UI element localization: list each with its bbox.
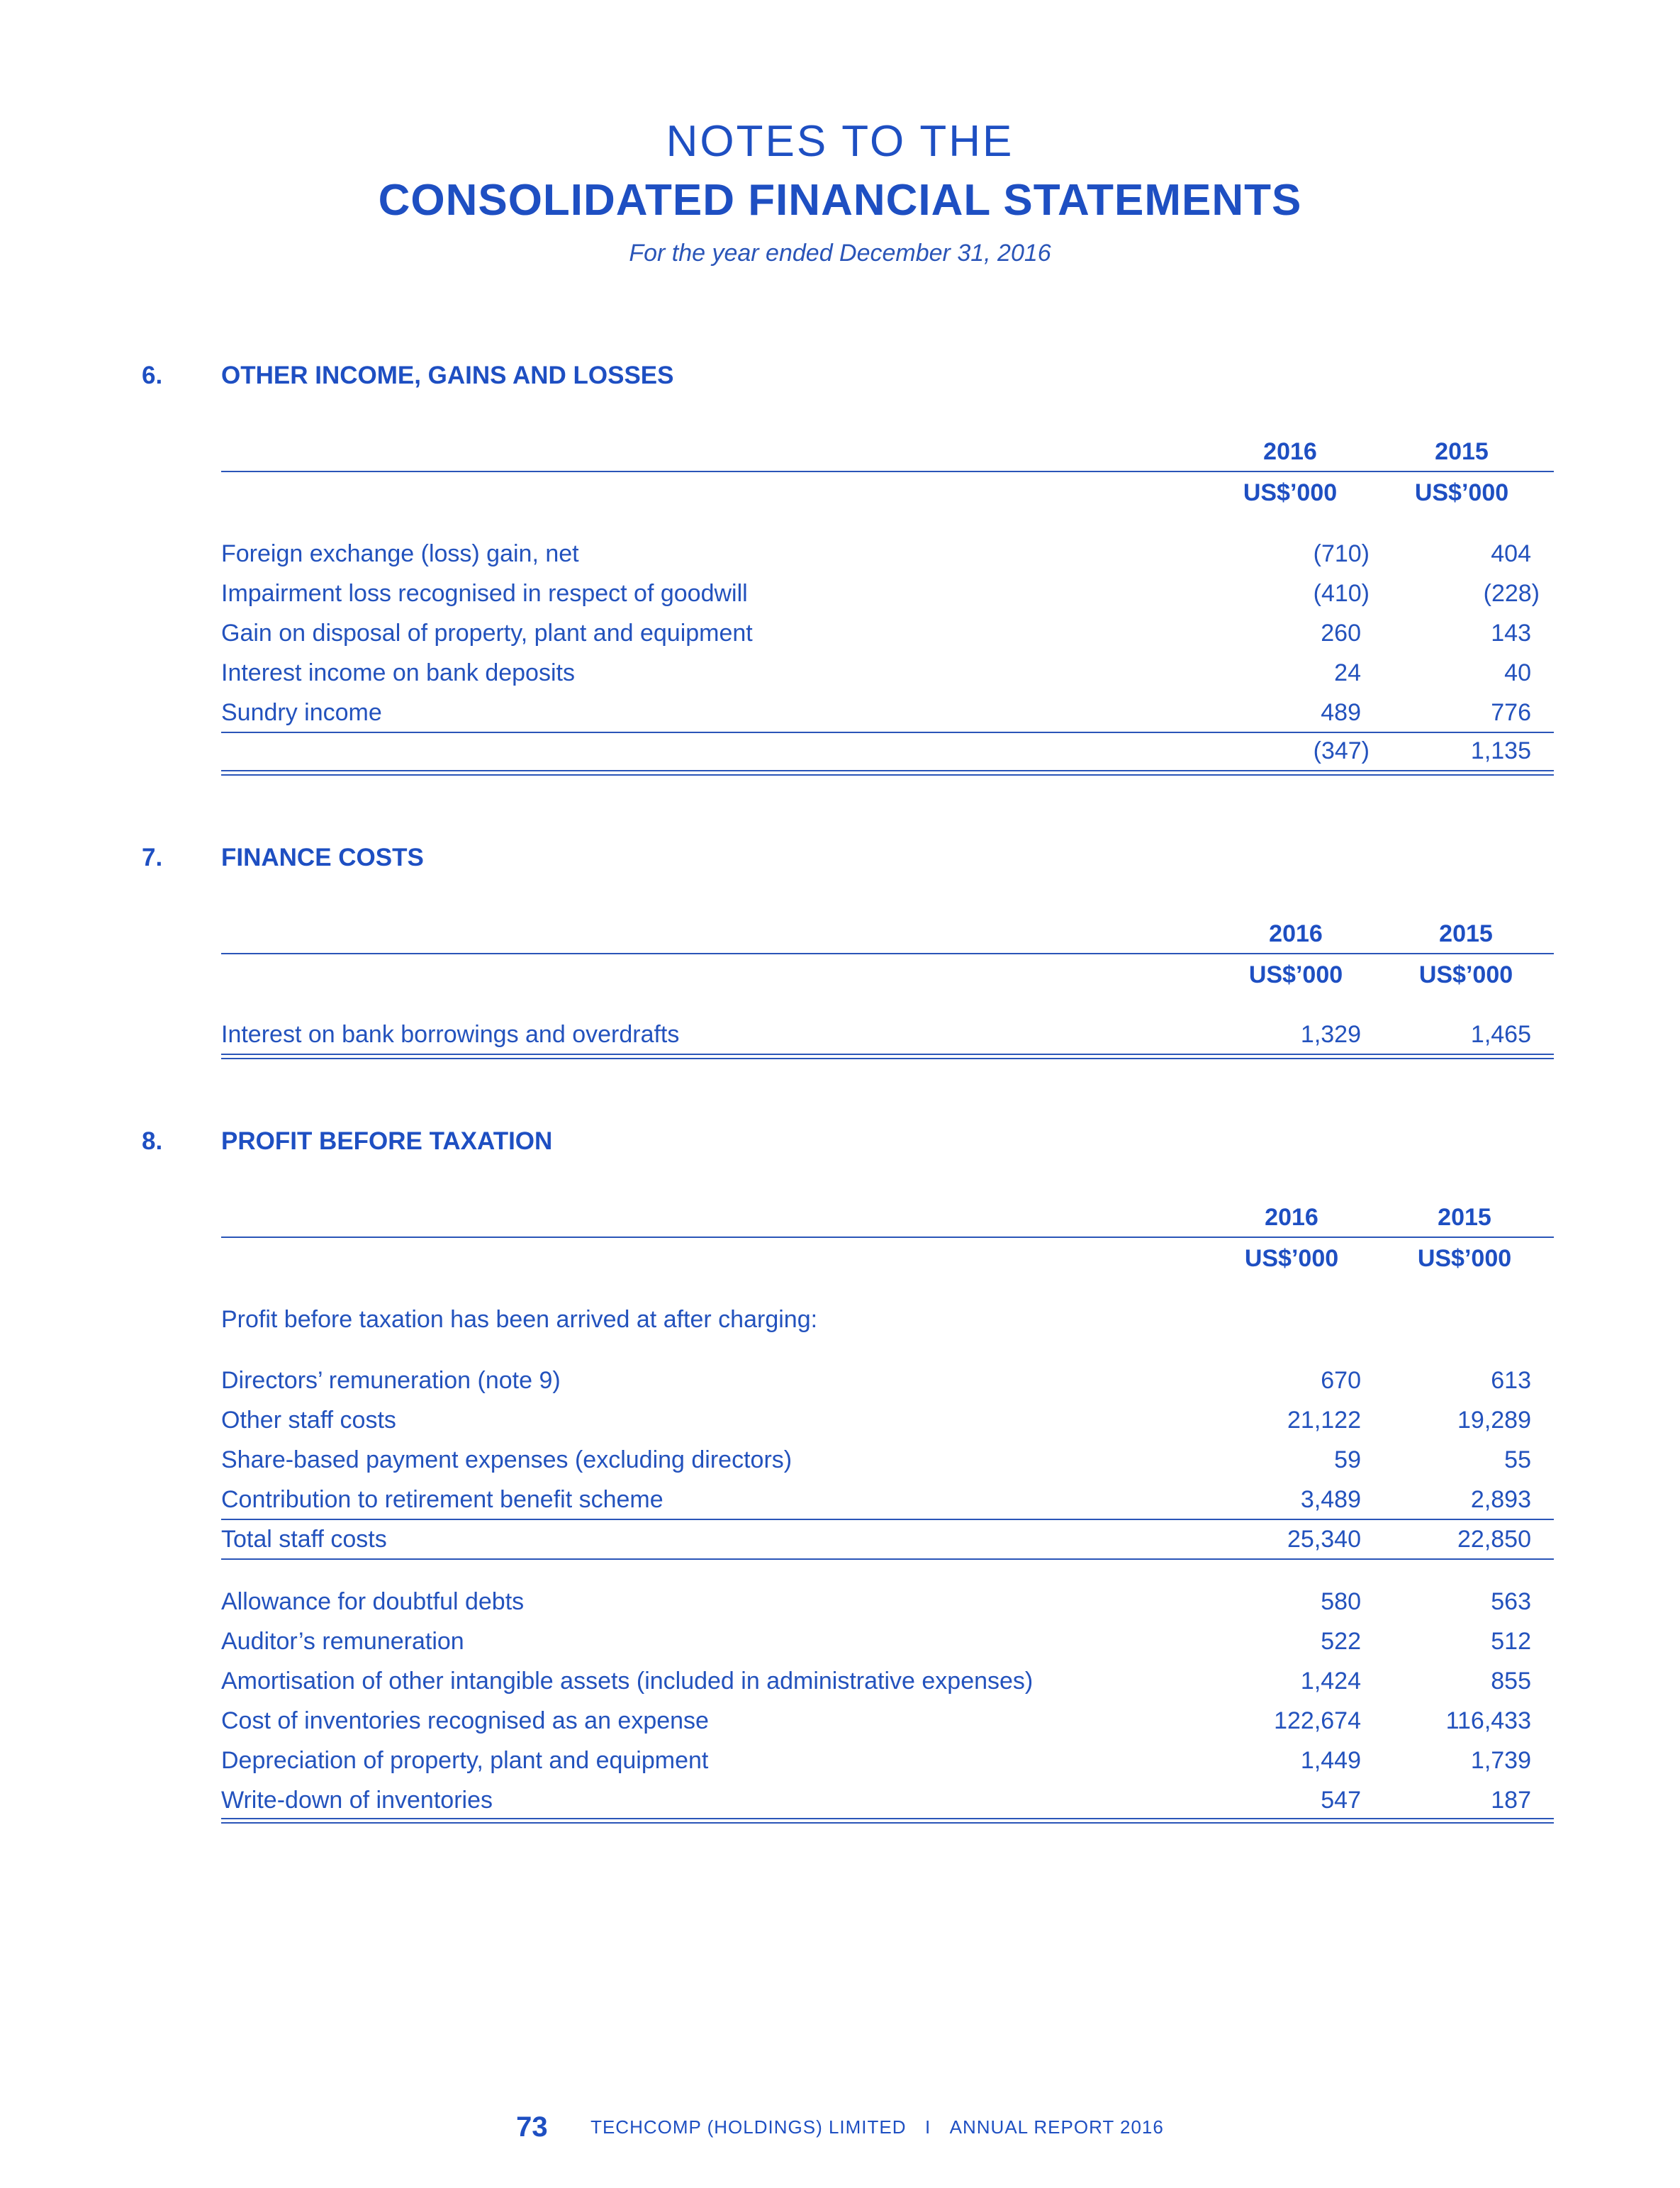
value-2015: 2,893 — [1470, 1486, 1531, 1513]
header-rule — [221, 1237, 1554, 1238]
value-2016: 1,449 — [1300, 1747, 1361, 1774]
section-title: PROFIT BEFORE TAXATION — [221, 1127, 553, 1155]
value-2015: 55 — [1504, 1446, 1531, 1473]
value-2015: 1,465 — [1470, 1021, 1531, 1048]
row-label: Depreciation of property, plant and equipment — [221, 1747, 709, 1774]
total-double-rule — [221, 770, 1554, 776]
table-row — [221, 1446, 1554, 1486]
table-row — [221, 1747, 1554, 1787]
row-label: Impairment loss recognised in respect of goodwill — [221, 580, 748, 607]
table-row — [221, 1668, 1554, 1707]
value-2015: 613 — [1491, 1367, 1531, 1394]
row-label: Total staff costs — [221, 1526, 387, 1553]
value-2016: 1,329 — [1300, 1021, 1361, 1048]
footer-report: ANNUAL REPORT 2016 — [949, 2116, 1164, 2138]
total-double-rule — [221, 1054, 1554, 1059]
table-row — [221, 1367, 1554, 1407]
value-2016: 25,340 — [1287, 1526, 1361, 1553]
section-number: 6. — [142, 362, 163, 389]
header-subtitle: For the year ended December 31, 2016 — [629, 240, 1051, 267]
col-2015-year: 2015 — [1438, 1204, 1491, 1231]
value-2016: 580 — [1321, 1588, 1361, 1615]
row-label: Amortisation of other intangible assets (included in administrative expenses) — [221, 1668, 1034, 1695]
value-2015: 19,289 — [1457, 1407, 1531, 1434]
section-number: 8. — [142, 1127, 163, 1155]
value-2015: 22,850 — [1457, 1526, 1531, 1553]
value-2016: 3,489 — [1300, 1486, 1361, 1513]
value-2016: 522 — [1321, 1628, 1361, 1655]
total-2015: 1,135 — [1470, 737, 1531, 764]
value-2016: 59 — [1334, 1446, 1361, 1473]
row-label: Directors’ remuneration (note 9) — [221, 1367, 561, 1394]
value-2015: 116,433 — [1445, 1707, 1531, 1734]
table-row — [221, 659, 1554, 699]
section-number: 7. — [142, 844, 163, 871]
total-rule — [221, 1558, 1554, 1560]
col-2015-unit: US$’000 — [1417, 1245, 1512, 1272]
col-2016-unit: US$’000 — [1244, 1245, 1339, 1272]
value-2015: 563 — [1491, 1588, 1531, 1615]
value-2015: 1,739 — [1470, 1747, 1531, 1774]
row-label: Gain on disposal of property, plant and equipment — [221, 620, 753, 647]
value-2015: 143 — [1491, 620, 1531, 647]
footer-separator: I — [924, 2116, 931, 2138]
value-2015: 512 — [1491, 1628, 1531, 1655]
table-row — [221, 580, 1554, 620]
page-header — [0, 113, 1680, 271]
table-row — [221, 1407, 1554, 1446]
row-label: Share-based payment expenses (excluding directors) — [221, 1446, 793, 1473]
value-2016: 24 — [1334, 659, 1361, 686]
value-2016: 670 — [1321, 1367, 1361, 1394]
row-label: Sundry income — [221, 699, 382, 726]
intro-text — [221, 1306, 1554, 1346]
row-label: Other staff costs — [221, 1407, 396, 1434]
col-2016-unit: US$’000 — [1243, 479, 1338, 506]
col-2016-year: 2016 — [1263, 438, 1317, 465]
row-label: Foreign exchange (loss) gain, net — [221, 540, 579, 567]
value-2016: 122,674 — [1274, 1707, 1361, 1734]
value-2016: 21,122 — [1287, 1407, 1361, 1434]
row-label: Write-down of inventories — [221, 1787, 493, 1814]
page-number: 73 — [516, 2111, 548, 2143]
table-row — [221, 620, 1554, 659]
subtotal-rule — [221, 732, 1554, 733]
row-label: Interest income on bank deposits — [221, 659, 575, 686]
row-label: Allowance for doubtful debts — [221, 1588, 525, 1615]
row-label: Auditor’s remuneration — [221, 1628, 464, 1655]
value-2015: 776 — [1491, 699, 1531, 726]
header-rule — [221, 471, 1554, 472]
section-title: OTHER INCOME, GAINS AND LOSSES — [221, 362, 674, 389]
col-2016-year: 2016 — [1269, 920, 1323, 947]
table-row — [221, 1628, 1554, 1668]
section-title: FINANCE COSTS — [221, 844, 424, 871]
col-2015-unit: US$’000 — [1418, 961, 1513, 988]
header-rule — [221, 953, 1554, 954]
value-2016: 260 — [1321, 620, 1361, 647]
value-2016: 547 — [1321, 1787, 1361, 1814]
total-double-rule — [221, 1818, 1554, 1824]
col-2016-year: 2016 — [1265, 1204, 1318, 1231]
col-2015-year: 2015 — [1439, 920, 1493, 947]
value-2015: 404 — [1491, 540, 1531, 567]
intro-label: Profit before taxation has been arrived at after charging: — [221, 1306, 818, 1333]
header-line1: NOTES TO THE — [666, 117, 1014, 166]
value-2015: (228) — [1483, 580, 1540, 607]
total-2016: (347) — [1313, 737, 1370, 764]
row-label: Cost of inventories recognised as an expense — [221, 1707, 709, 1734]
value-2016: (710) — [1313, 540, 1370, 567]
value-2016: 1,424 — [1300, 1668, 1361, 1695]
table-row — [221, 1707, 1554, 1747]
page-footer — [0, 2111, 1680, 2143]
col-2016-unit: US$’000 — [1248, 961, 1343, 988]
col-2015-year: 2015 — [1435, 438, 1489, 465]
table-row — [221, 540, 1554, 580]
value-2015: 187 — [1491, 1787, 1531, 1814]
row-label: Interest on bank borrowings and overdrafts — [221, 1021, 680, 1048]
value-2016: (410) — [1313, 580, 1370, 607]
value-2016: 489 — [1321, 699, 1361, 726]
value-2015: 40 — [1504, 659, 1531, 686]
col-2015-unit: US$’000 — [1414, 479, 1509, 506]
footer-company: TECHCOMP (HOLDINGS) LIMITED — [590, 2116, 907, 2138]
value-2015: 855 — [1491, 1668, 1531, 1695]
header-line2: CONSOLIDATED FINANCIAL STATEMENTS — [378, 176, 1302, 225]
table-row — [221, 1588, 1554, 1628]
subtotal-rule — [221, 1519, 1554, 1520]
row-label: Contribution to retirement benefit scheme — [221, 1486, 663, 1513]
